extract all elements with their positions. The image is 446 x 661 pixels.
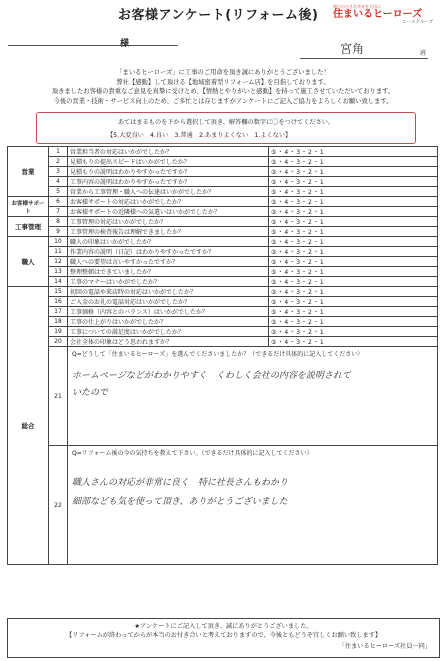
q22-answer-line-2: 細部なども気を使って頂き、ありがとうございました [72, 497, 288, 507]
rating-cell[interactable]: ⑤・4・3・2・1 [269, 337, 438, 347]
table-row: 20 会社全体の印象はどう思われますか？ ⑤・4・3・2・1 [8, 337, 438, 347]
company-logo [333, 4, 433, 26]
logo-group: エースグループ [402, 20, 433, 25]
customer-sama: 様 [120, 39, 130, 49]
table-row: 2 見積もりの提出スピードはいかがでしたか？ ⑤・4・3・2・1 [8, 157, 438, 167]
q21-answer-line-2: いたので [72, 388, 109, 398]
intro-line-1: 「まいるヒーローズ」に工事のご用命を頂き誠にありがとうございました！ [116, 69, 330, 76]
rating-cell[interactable]: ⑤・4・3・2・1 [269, 277, 438, 287]
q22-answer-line-1: 職人さんの対応が非常に良く 特に社長さんもわかり [72, 478, 289, 488]
footer-signature: 「住まいるヒーローズ社員一同」 [338, 643, 431, 650]
instruction-banner [36, 112, 416, 144]
survey-table [7, 146, 438, 565]
table-row: 21 Q=どうして「住まいるヒーローズ」を選んでくださいましたか？（できるだけ具体的に記入してください） ホームページなどがわかりやすく くわしく会社の内容を説明されて いたので [8, 347, 438, 446]
rating-cell[interactable]: ⑤・4・3・2・1 [269, 287, 438, 297]
table-row: 12 職人への要望は言いやすかったですか？ ⑤・4・3・2・1 [8, 257, 438, 267]
rating-cell[interactable]: ⑤・4・3・2・1 [269, 167, 438, 177]
category-shokunin: 職人 [8, 237, 49, 287]
rating-cell[interactable]: ⑤・4・3・2・1 [269, 327, 438, 337]
customer-name-line [8, 45, 178, 46]
rating-cell[interactable]: ⑤・4・3・2・1 [269, 307, 438, 317]
table-row: 職人 10 職人の印象はいかがでしたか？ ⑤・4・3・2・1 [8, 237, 438, 247]
table-row: 16 ご入金のお礼の電話対応はいかがでしたか？ ⑤・4・3・2・1 [8, 297, 438, 307]
table-row: 11 作業内容の説明（日記）はわかりやすかったですか？ ⑤・4・3・2・1 [8, 247, 438, 257]
rating-cell[interactable]: ⑤・4・3・2・1 [269, 147, 438, 157]
intro-text [10, 68, 436, 106]
rating-cell[interactable]: ⑤・4・3・2・1 [269, 177, 438, 187]
rating-cell[interactable]: ⑤・4・3・2・1 [269, 197, 438, 207]
staff-signature: 宮角 [340, 42, 365, 56]
table-row: 総合 15 初回の電話や来店時の対応はいかがでしたか？ ⑤・4・3・2・1 [8, 287, 438, 297]
table-row: 営業 1 営業担当者の対応はいかがでしたか？ ⑤・4・3・2・1 [8, 147, 438, 157]
logo-name: 住まいるヒーローズ [333, 9, 423, 20]
category-eigyo: 営業 [8, 147, 49, 197]
rating-scale: 【5.大変良い 4.良い 3.普通 2.あまりよくない 1.よくない】 [107, 132, 292, 139]
intro-line-3: 頂きましたお客様の貴重なご意見を真摯に受けとめ、【情熱とやりがいと感動】を持って施工させていただいております。 [51, 88, 395, 95]
page-title: お客様アンケート(リフォーム後) [118, 8, 319, 23]
intro-line-4: 今後の営業・技術・サービス向上のため、ご多忙とは存じますがアンケートにご記入ご協力をよろしくお願い致します。 [53, 97, 393, 105]
table-row: 14 工事のマナーはいかがでしたか？ ⑤・4・3・2・1 [8, 277, 438, 287]
rating-cell[interactable]: ⑤・4・3・2・1 [269, 297, 438, 307]
table-row: 3 見積もりの説明はわかりやすかったですか？ ⑤・4・3・2・1 [8, 167, 438, 177]
q21-cell[interactable] [68, 347, 438, 446]
table-row: 5 営業から工事管理・職人への伝達はいかがでしたか？ ⑤・4・3・2・1 [8, 187, 438, 197]
rating-cell[interactable]: ⑤・4・3・2・1 [269, 217, 438, 227]
q21-prompt: Q=どうして「住まいるヒーローズ」を選んでくださいましたか？（できるだけ具体的に記入してください） [72, 351, 364, 358]
category-sogo: 総合 [8, 287, 49, 565]
table-row: 13 整理整頓はできていましたか？ ⑤・4・3・2・1 [8, 267, 438, 277]
rating-cell[interactable]: ⑤・4・3・2・1 [269, 157, 438, 167]
q21-answer-line-1: ホームページなどがわかりやすく くわしく会社の内容を説明されて [72, 371, 351, 381]
table-row: 22 Q=リフォーム後の今の気持ちを教えて下さい。（できるだけ具体的に記入してください） 職人さんの対応が非常に良く 特に社長さんもわかり 細部なども気を使って頂き、ありがとうございました [8, 446, 438, 565]
rating-cell[interactable]: ⑤・4・3・2・1 [269, 257, 438, 267]
team-label: 班 [420, 50, 427, 57]
table-row: 18 工事の仕上がりはいかがでしたか？ ⑤・4・3・2・1 [8, 317, 438, 327]
logo-tagline: 毎日の小さな幸せを大切に [333, 4, 381, 9]
table-row: 7 お客様サポートの近隣様への気遣いはいかがでしたか？ ⑤・4・3・2・1 [8, 207, 438, 217]
table-row: 4 工事内容の説明はわかりやすかったですか？ ⑤・4・3・2・1 [8, 177, 438, 187]
q22-cell[interactable] [68, 446, 438, 565]
rating-cell[interactable]: ⑤・4・3・2・1 [269, 317, 438, 327]
table-row: 17 工事価格（内容とのバランス）はいかがでしたか？ ⑤・4・3・2・1 [8, 307, 438, 317]
category-support: お客様サポート [8, 197, 49, 217]
intro-line-2: 弊社【感動】して頂ける【地域密着型リフォーム店】を目指しております。 [116, 78, 330, 86]
instruction-text: あてはまるものを下から選択して頂き、解答欄の数字に〇をつけてください。 [117, 119, 335, 126]
q22-prompt: Q=リフォーム後の今の気持ちを教えて下さい。（できるだけ具体的に記入してください） [72, 450, 313, 457]
rating-cell[interactable]: ⑤・4・3・2・1 [269, 267, 438, 277]
table-row: お客様サポート 6 お客様サポートの対応はいかがでしたか？ ⑤・4・3・2・1 [8, 197, 438, 207]
rating-cell[interactable]: ⑤・4・3・2・1 [269, 237, 438, 247]
table-row: 工事管理 8 工事管理の対応はいかがでしたか？ ⑤・4・3・2・1 [8, 217, 438, 227]
signature-line [300, 58, 428, 59]
table-row: 19 工事についての満足度はいかがでしたか？ ⑤・4・3・2・1 [8, 327, 438, 337]
rating-cell[interactable]: ⑤・4・3・2・1 [269, 227, 438, 237]
table-row: 9 工事管理の検査報告は理解できましたか？ ⑤・4・3・2・1 [8, 227, 438, 237]
footer-thanks: ★アンケートにご記入して頂き、誠にありがとうございました。 【リフォームが終わってからが本当のお付き合いと考えておりますので、今後ともどうぞ宜しくお願い致します】 [65, 623, 382, 639]
rating-cell[interactable]: ⑤・4・3・2・1 [269, 207, 438, 217]
rating-cell[interactable]: ⑤・4・3・2・1 [269, 187, 438, 197]
category-koji: 工事管理 [8, 217, 49, 237]
rating-cell[interactable]: ⑤・4・3・2・1 [269, 247, 438, 257]
footer [7, 618, 440, 658]
